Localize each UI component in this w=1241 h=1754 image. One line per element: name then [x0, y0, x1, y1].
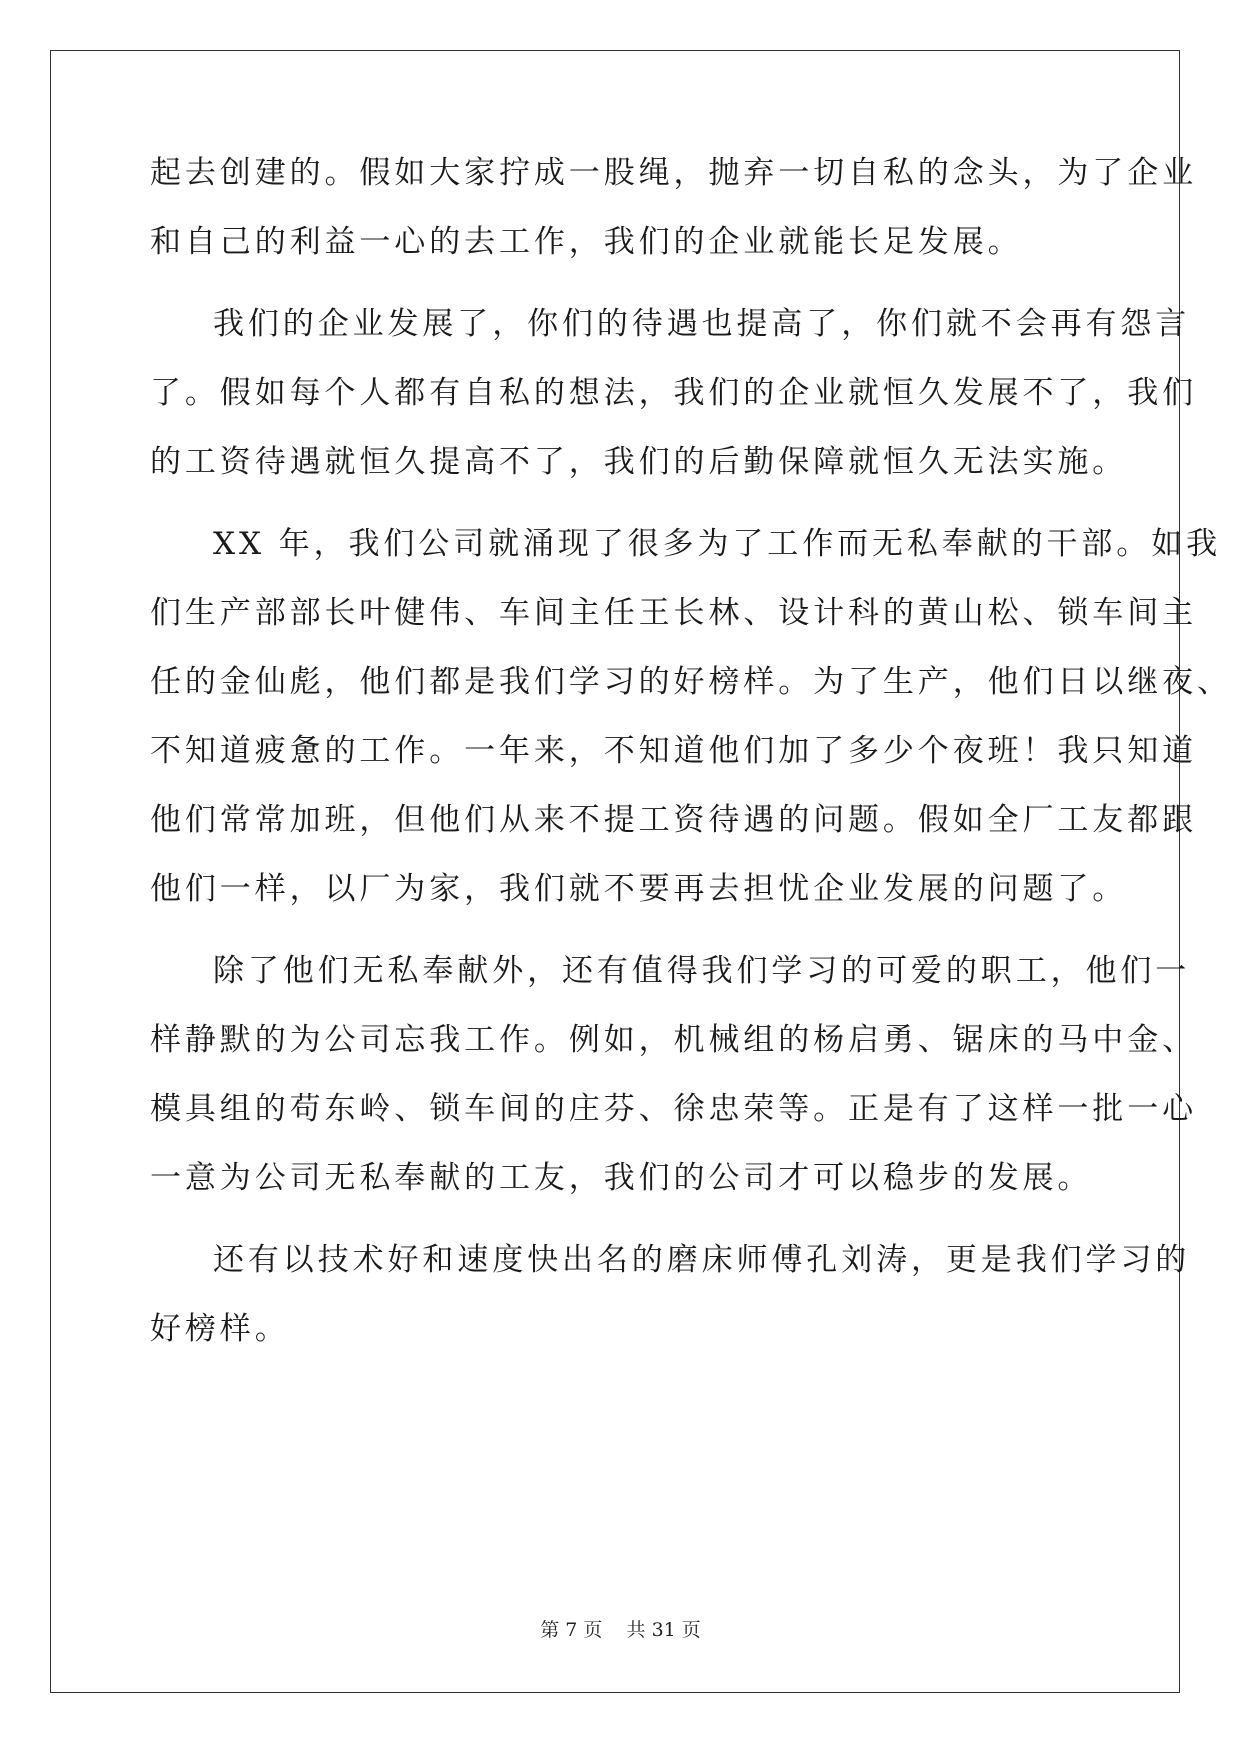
- text-line: 任的金仙彪，他们都是我们学习的好榜样。为了生产，他们日以继夜、: [150, 664, 1232, 700]
- paragraph-first-line: XX 年，我们公司就涌现了很多为了工作而无私奉献的干部。如我: [213, 526, 1221, 562]
- text-line: 一意为公司无私奉献的工友，我们的公司才可以稳步的发展。: [150, 1160, 1093, 1196]
- text-line: 起去创建的。假如大家拧成一股绳，抛弃一切自私的念头，为了企业: [150, 155, 1197, 191]
- paragraph-first-line: 除了他们无私奉献外，还有值得我们学习的可爱的职工，他们一: [213, 953, 1191, 989]
- page-total: 共 31 页: [626, 1619, 701, 1641]
- text-line: 和自己的利益一心的去工作，我们的企业就能长足发展。: [150, 224, 1023, 260]
- text-line: 了。假如每个人都有自私的想法，我们的企业就恒久发展不了，我们: [150, 375, 1197, 411]
- text-line: 样静默的为公司忘我工作。例如，机械组的杨启勇、锯床的马中金、: [150, 1022, 1197, 1058]
- text-line: 的工资待遇就恒久提高不了，我们的后勤保障就恒久无法实施。: [150, 444, 1128, 480]
- text-line: 不知道疲惫的工作。一年来，不知道他们加了多少个夜班！我只知道: [150, 733, 1197, 769]
- text-line: 他们常常加班，但他们从来不提工资待遇的问题。假如全厂工友都跟: [150, 802, 1197, 838]
- page-number: 第 7 页: [540, 1619, 603, 1641]
- page-footer: [0, 1618, 1241, 1642]
- text-line: 好榜样。: [150, 1311, 290, 1347]
- paragraph-first-line: 我们的企业发展了，你们的待遇也提高了，你们就不会再有怨言: [213, 306, 1191, 342]
- text-line: 们生产部部长叶健伟、车间主任王长林、设计科的黄山松、锁车间主: [150, 595, 1197, 631]
- paragraph-first-line: 还有以技术好和速度快出名的磨床师傅孔刘涛，更是我们学习的: [213, 1242, 1191, 1278]
- text-line: 他们一样，以厂为家，我们就不要再去担忧企业发展的问题了。: [150, 871, 1128, 907]
- text-line: 模具组的苟东岭、锁车间的庄芬、徐忠荣等。正是有了这样一批一心: [150, 1091, 1197, 1127]
